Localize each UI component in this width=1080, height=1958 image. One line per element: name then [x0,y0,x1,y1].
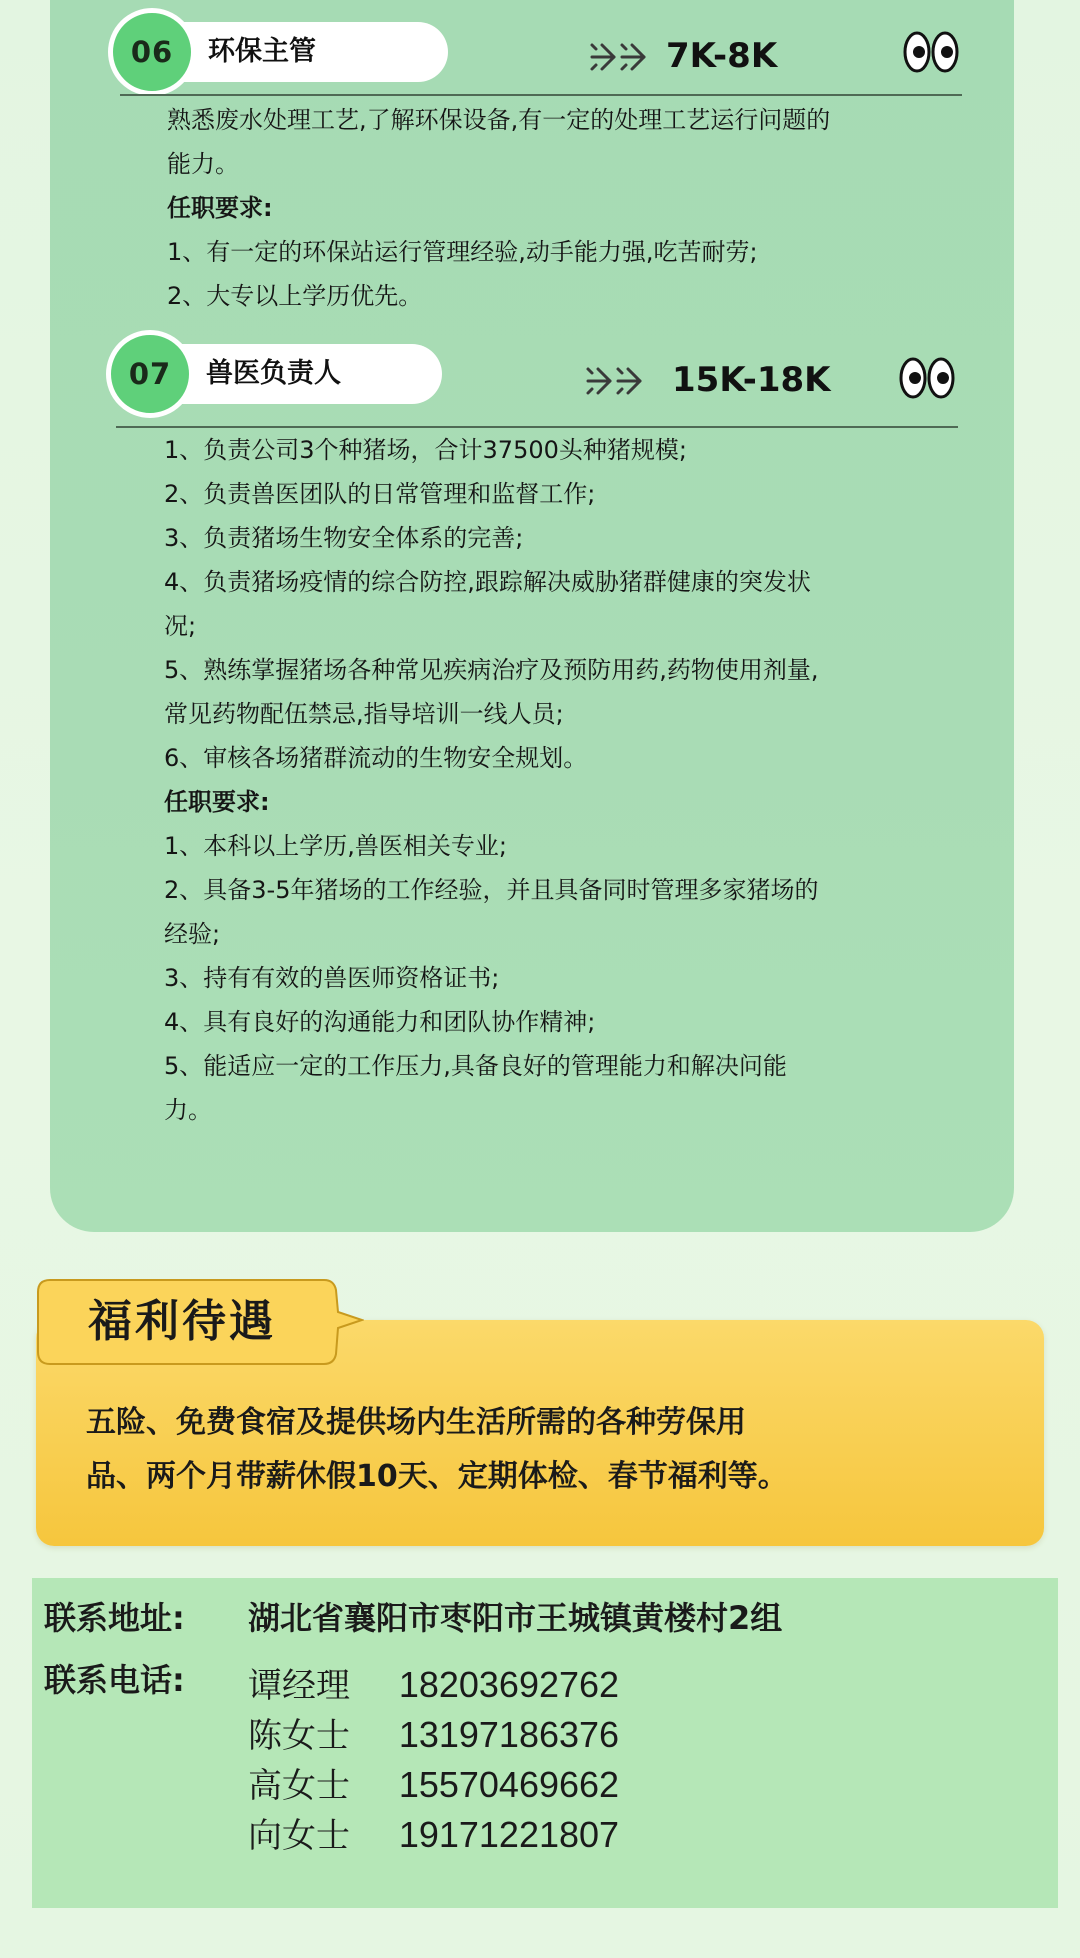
description-line: 1、有一定的环保站运行管理经验,动手能力强,吃苦耐劳; [167,238,758,266]
description-line: 能力。 [167,150,239,178]
description-line: 3、负责猪场生物安全体系的完善; [164,524,524,552]
requirements-heading: 任职要求: [164,788,270,816]
benefits-text [86,1396,986,1504]
requirements-heading: 任职要求: [167,194,273,222]
job-number-badge [106,330,194,418]
description-line: 况; [164,612,197,640]
benefits-line: 五险、免费食宿及提供场内生活所需的各种劳保用 [86,1405,746,1440]
description-line: 5、熟练掌握猪场各种常见疾病治疗及预防用药,药物使用剂量, [164,656,819,684]
description-line: 5、能适应一定的工作压力,具备良好的管理能力和解决问能 [164,1052,787,1080]
description-line: 力。 [164,1096,212,1124]
phone-entry [248,1760,619,1811]
description-line: 2、大专以上学历优先。 [167,282,423,310]
description-line: 6、审核各场猪群流动的生物安全规划。 [164,744,588,772]
phone-label: 联系电话: [44,1661,185,1699]
double-arrow-icon [584,364,648,398]
phone-number[interactable]: 13197186376 [398,1714,620,1755]
job-title: 兽医负责人 [206,358,341,389]
description-line: 1、本科以上学历,兽医相关专业; [164,832,507,860]
phone-entry [248,1660,619,1711]
section-divider [120,94,962,96]
description-line: 2、负责兽医团队的日常管理和监督工作; [164,480,596,508]
description-line: 熟悉废水处理工艺,了解环保设备,有一定的处理工艺运行问题的 [167,106,831,134]
description-line: 常见药物配伍禁忌,指导培训一线人员; [164,700,564,728]
job-description [167,98,927,318]
phone-entry [248,1810,619,1861]
description-line: 3、持有有效的兽医师资格证书; [164,964,500,992]
eyes-icon [898,354,956,402]
benefits-title: 福利待遇 [88,1296,276,1347]
contact-name: 高女士 [248,1766,350,1806]
contact-name: 谭经理 [248,1666,350,1706]
job-title: 环保主管 [208,36,316,67]
address-label: 联系地址: [44,1599,185,1637]
description-line: 4、具有良好的沟通能力和团队协作精神; [164,1008,596,1036]
job-number: 07 [128,357,172,391]
contact-name: 陈女士 [248,1716,350,1756]
phone-entry [248,1710,619,1761]
phone-number[interactable]: 19171221807 [398,1814,620,1855]
job-number: 06 [130,35,174,69]
benefits-line: 品、两个月带薪休假10天、定期体检、春节福利等。 [86,1459,788,1494]
description-line: 4、负责猪场疫情的综合防控,跟踪解决威胁猪群健康的突发状 [164,568,811,596]
job-number-badge [108,8,196,96]
eyes-icon [902,28,960,76]
description-line: 经验; [164,920,221,948]
job-salary: 7K-8K [666,36,778,76]
job-description [164,428,924,1132]
job-salary: 15K-18K [672,360,831,400]
address-value: 湖北省襄阳市枣阳市王城镇黄楼村2组 [248,1599,783,1637]
double-arrow-icon [588,40,652,74]
description-line: 2、具备3-5年猪场的工作经验，并且具备同时管理多家猪场的 [164,876,819,904]
description-line: 1、负责公司3个种猪场，合计37500头种猪规模; [164,436,687,464]
contact-name: 向女士 [248,1816,350,1856]
phone-number[interactable]: 15570469662 [398,1764,620,1805]
phone-number[interactable]: 18203692762 [398,1664,620,1705]
